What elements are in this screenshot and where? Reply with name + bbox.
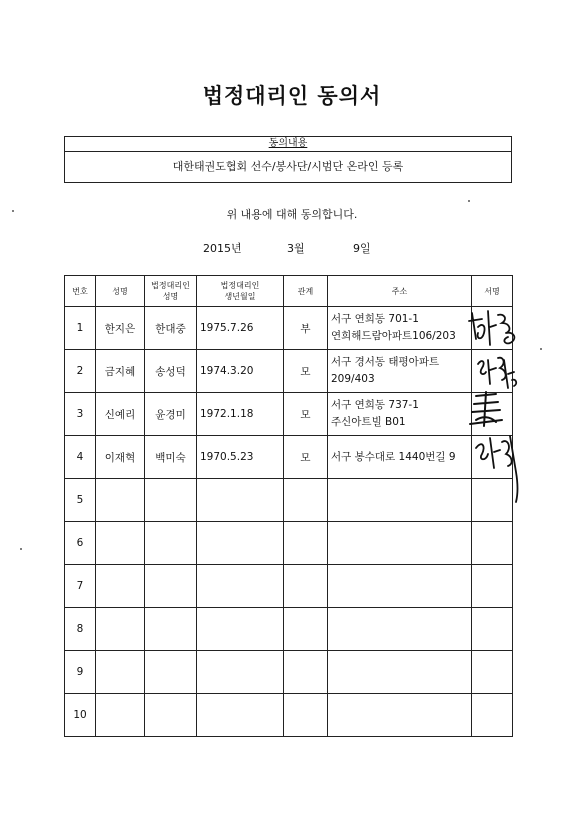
row-guardian: 한대중 xyxy=(145,307,197,350)
row-birth xyxy=(197,565,284,608)
table-row xyxy=(65,479,513,522)
guardian-table xyxy=(64,275,513,737)
row-guardian: 백미숙 xyxy=(145,436,197,479)
row-address: 서구 경서동 태평아파트 209/403 xyxy=(328,350,472,393)
table-row xyxy=(65,608,513,651)
row-name xyxy=(96,565,145,608)
row-relation: 부 xyxy=(284,307,328,350)
row-no: 3 xyxy=(65,393,96,436)
row-signature-cell xyxy=(472,522,513,565)
row-address xyxy=(328,651,472,694)
date-month: 3월 xyxy=(287,242,305,255)
row-relation: 모 xyxy=(284,393,328,436)
row-address xyxy=(328,608,472,651)
signature-row-4 xyxy=(472,428,532,508)
row-relation xyxy=(284,651,328,694)
row-address xyxy=(328,694,472,737)
row-no: 9 xyxy=(65,651,96,694)
scan-speck xyxy=(468,200,470,202)
row-name: 이재혁 xyxy=(96,436,145,479)
row-name xyxy=(96,694,145,737)
row-birth: 1972.1.18 xyxy=(197,393,284,436)
row-no: 2 xyxy=(65,350,96,393)
row-no: 5 xyxy=(65,479,96,522)
row-signature-cell xyxy=(472,651,513,694)
row-guardian xyxy=(145,608,197,651)
row-name: 금지혜 xyxy=(96,350,145,393)
table-row xyxy=(65,694,513,737)
date-day: 9일 xyxy=(353,242,371,255)
row-address xyxy=(328,565,472,608)
scan-speck xyxy=(12,210,14,212)
row-birth: 1975.7.26 xyxy=(197,307,284,350)
row-no: 10 xyxy=(65,694,96,737)
row-signature-cell xyxy=(472,694,513,737)
row-name xyxy=(96,608,145,651)
header-guardian-name: 법정대리인 성명 xyxy=(145,276,197,307)
row-birth: 1970.5.23 xyxy=(197,436,284,479)
consent-content-header xyxy=(65,137,511,152)
table-row xyxy=(65,307,513,350)
row-address xyxy=(328,479,472,522)
row-birth xyxy=(197,694,284,737)
header-name: 성명 xyxy=(96,276,145,307)
row-signature-cell xyxy=(472,565,513,608)
date-year: 2015년 xyxy=(203,242,242,255)
row-relation xyxy=(284,479,328,522)
header-relation: 관계 xyxy=(284,276,328,307)
consent-content-text: 대한태권도협회 선수/봉사단/시범단 온라인 등록 xyxy=(172,160,404,173)
header-no: 번호 xyxy=(65,276,96,307)
row-relation xyxy=(284,565,328,608)
row-address xyxy=(328,522,472,565)
row-address: 서구 연희동 701-1 연희해드람아파트106/203 xyxy=(328,307,472,350)
signature-row-1 xyxy=(466,305,526,350)
row-guardian xyxy=(145,651,197,694)
row-address: 서구 연희동 737-1 주신아트빌 B01 xyxy=(328,393,472,436)
header-guardian-birth: 법정대리인 생년월일 xyxy=(197,276,284,307)
table-row xyxy=(65,350,513,393)
row-birth: 1974.3.20 xyxy=(197,350,284,393)
row-address: 서구 봉수대로 1440번길 9 xyxy=(328,436,472,479)
row-no: 8 xyxy=(65,608,96,651)
header-address: 주소 xyxy=(328,276,472,307)
row-birth xyxy=(197,479,284,522)
row-name xyxy=(96,522,145,565)
row-name: 한지은 xyxy=(96,307,145,350)
row-no: 7 xyxy=(65,565,96,608)
row-birth xyxy=(197,651,284,694)
table-header-row xyxy=(65,276,513,307)
scan-speck xyxy=(540,348,542,350)
row-guardian xyxy=(145,565,197,608)
consent-content-box xyxy=(64,136,512,183)
row-signature-cell xyxy=(472,608,513,651)
table-row xyxy=(65,565,513,608)
table-row xyxy=(65,651,513,694)
consent-header-label: 동의내용 xyxy=(268,138,308,149)
row-guardian: 송성덕 xyxy=(145,350,197,393)
row-relation xyxy=(284,608,328,651)
row-name xyxy=(96,479,145,522)
signature-row-2 xyxy=(474,350,524,395)
table-row xyxy=(65,522,513,565)
row-relation xyxy=(284,694,328,737)
row-guardian xyxy=(145,522,197,565)
table-row xyxy=(65,436,513,479)
scan-speck xyxy=(20,548,22,550)
row-no: 6 xyxy=(65,522,96,565)
row-relation xyxy=(284,522,328,565)
header-signature: 서명 xyxy=(472,276,513,307)
signature-row-3 xyxy=(466,390,506,430)
agreement-statement: 위 내용에 대해 동의합니다. xyxy=(226,208,358,221)
row-name xyxy=(96,651,145,694)
row-name: 신예리 xyxy=(96,393,145,436)
row-no: 1 xyxy=(65,307,96,350)
row-no: 4 xyxy=(65,436,96,479)
table-row xyxy=(65,393,513,436)
row-birth xyxy=(197,522,284,565)
row-guardian xyxy=(145,479,197,522)
row-guardian: 윤경미 xyxy=(145,393,197,436)
row-relation: 모 xyxy=(284,436,328,479)
row-guardian xyxy=(145,694,197,737)
document-title: 법정대리인 동의서 xyxy=(202,84,382,108)
row-relation: 모 xyxy=(284,350,328,393)
row-birth xyxy=(197,608,284,651)
